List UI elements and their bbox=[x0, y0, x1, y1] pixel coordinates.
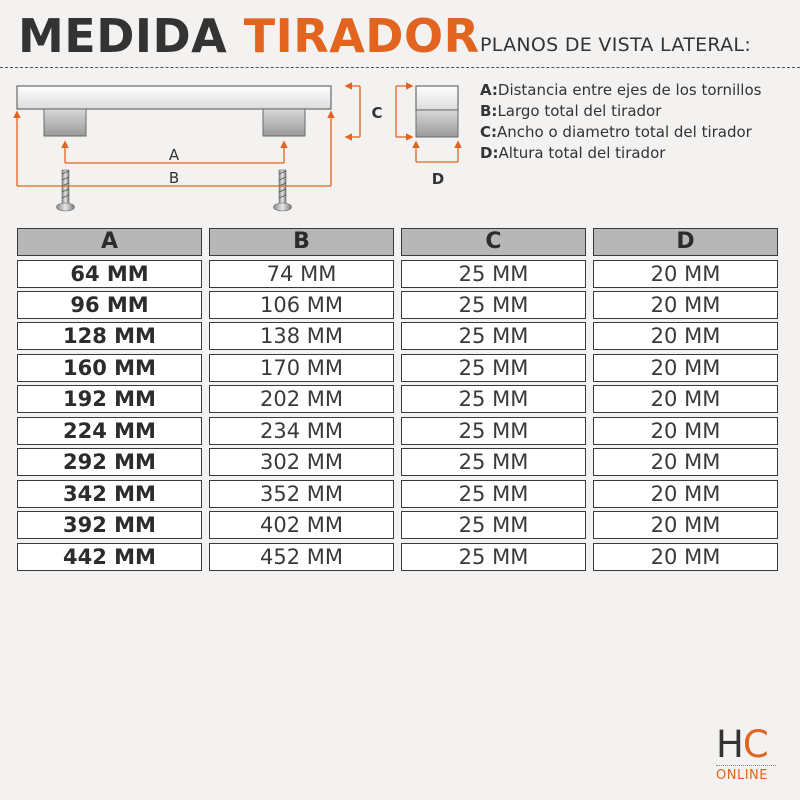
table-cell: 25 MM bbox=[401, 322, 586, 350]
table-cell: 25 MM bbox=[401, 543, 586, 571]
logo-online: ONLINE bbox=[716, 768, 768, 783]
table-header bbox=[17, 228, 779, 256]
table-cell: 20 MM bbox=[593, 260, 778, 288]
table-cell: 25 MM bbox=[401, 385, 586, 413]
table-header-cell-a: A bbox=[17, 228, 202, 256]
dimension-c-label: C bbox=[371, 104, 383, 122]
dimension-a-label: A bbox=[168, 146, 180, 164]
table-cell: 20 MM bbox=[593, 448, 778, 476]
table-header-cell-d: D bbox=[593, 228, 778, 256]
table-cell: 342 MM bbox=[17, 480, 202, 508]
table-cell: 128 MM bbox=[17, 322, 202, 350]
table-cell: 402 MM bbox=[209, 511, 394, 539]
table-cell: 20 MM bbox=[593, 417, 778, 445]
logo-c: C bbox=[742, 723, 768, 766]
table-header-cell-c: C bbox=[401, 228, 586, 256]
table-cell: 25 MM bbox=[401, 511, 586, 539]
logo-h: H bbox=[716, 723, 743, 766]
table-row bbox=[17, 291, 779, 319]
table-cell: 25 MM bbox=[401, 291, 586, 319]
table-cell: 25 MM bbox=[401, 480, 586, 508]
table-cell: 96 MM bbox=[17, 291, 202, 319]
brand-logo bbox=[716, 723, 780, 786]
dashed-divider bbox=[0, 67, 800, 68]
page-title bbox=[18, 8, 480, 64]
title-dark: MEDIDA bbox=[18, 9, 228, 63]
table-cell: 25 MM bbox=[401, 260, 586, 288]
table-cell: 192 MM bbox=[17, 385, 202, 413]
table-cell: 20 MM bbox=[593, 511, 778, 539]
table-cell: 25 MM bbox=[401, 354, 586, 382]
table-row bbox=[17, 354, 779, 382]
table-cell: 160 MM bbox=[17, 354, 202, 382]
dimension-d bbox=[416, 142, 458, 162]
screw-left bbox=[57, 170, 75, 211]
table-cell: 224 MM bbox=[17, 417, 202, 445]
table-cell: 302 MM bbox=[209, 448, 394, 476]
table-cell: 392 MM bbox=[17, 511, 202, 539]
table-cell: 292 MM bbox=[17, 448, 202, 476]
table-row bbox=[17, 480, 779, 508]
dimension-d-label: D bbox=[431, 170, 445, 188]
table-row bbox=[17, 322, 779, 350]
handle-foot-left bbox=[44, 109, 86, 136]
legend-item-c: C:Ancho o diametro total del tirador bbox=[480, 123, 752, 141]
table-row bbox=[17, 511, 779, 539]
table-header-cell-b: B bbox=[209, 228, 394, 256]
table-cell: 234 MM bbox=[209, 417, 394, 445]
dimension-b-label: B bbox=[168, 169, 180, 187]
table-cell: 74 MM bbox=[209, 260, 394, 288]
screw-right bbox=[274, 170, 292, 211]
table-row bbox=[17, 448, 779, 476]
profile-bottom bbox=[416, 110, 458, 137]
handle-foot-right bbox=[263, 109, 305, 136]
legend-item-d: D:Altura total del tirador bbox=[480, 144, 666, 162]
table-cell: 442 MM bbox=[17, 543, 202, 571]
table-cell: 25 MM bbox=[401, 448, 586, 476]
table-cell: 20 MM bbox=[593, 322, 778, 350]
table-row bbox=[17, 385, 779, 413]
table-row bbox=[17, 260, 779, 288]
table-cell: 25 MM bbox=[401, 417, 586, 445]
table-cell: 20 MM bbox=[593, 385, 778, 413]
table-row bbox=[17, 543, 779, 571]
title-accent: TIRADOR bbox=[243, 9, 480, 63]
legend-item-b: B:Largo total del tirador bbox=[480, 102, 662, 120]
table-cell: 20 MM bbox=[593, 291, 778, 319]
legend-item-a: A:Distancia entre ejes de los tornillos bbox=[480, 81, 762, 99]
table-cell: 352 MM bbox=[209, 480, 394, 508]
handle-side-view-diagram bbox=[0, 70, 470, 220]
table-cell: 20 MM bbox=[593, 354, 778, 382]
profile-top bbox=[416, 86, 458, 110]
table-row bbox=[17, 417, 779, 445]
table-cell: 106 MM bbox=[209, 291, 394, 319]
table-cell: 64 MM bbox=[17, 260, 202, 288]
table-cell: 20 MM bbox=[593, 543, 778, 571]
page-subtitle: PLANOS DE VISTA LATERAL: bbox=[480, 34, 752, 56]
table-cell: 202 MM bbox=[209, 385, 394, 413]
table-cell: 170 MM bbox=[209, 354, 394, 382]
legend bbox=[480, 80, 761, 164]
table-cell: 20 MM bbox=[593, 480, 778, 508]
handle-bar bbox=[17, 86, 331, 109]
table-cell: 138 MM bbox=[209, 322, 394, 350]
table-cell: 452 MM bbox=[209, 543, 394, 571]
